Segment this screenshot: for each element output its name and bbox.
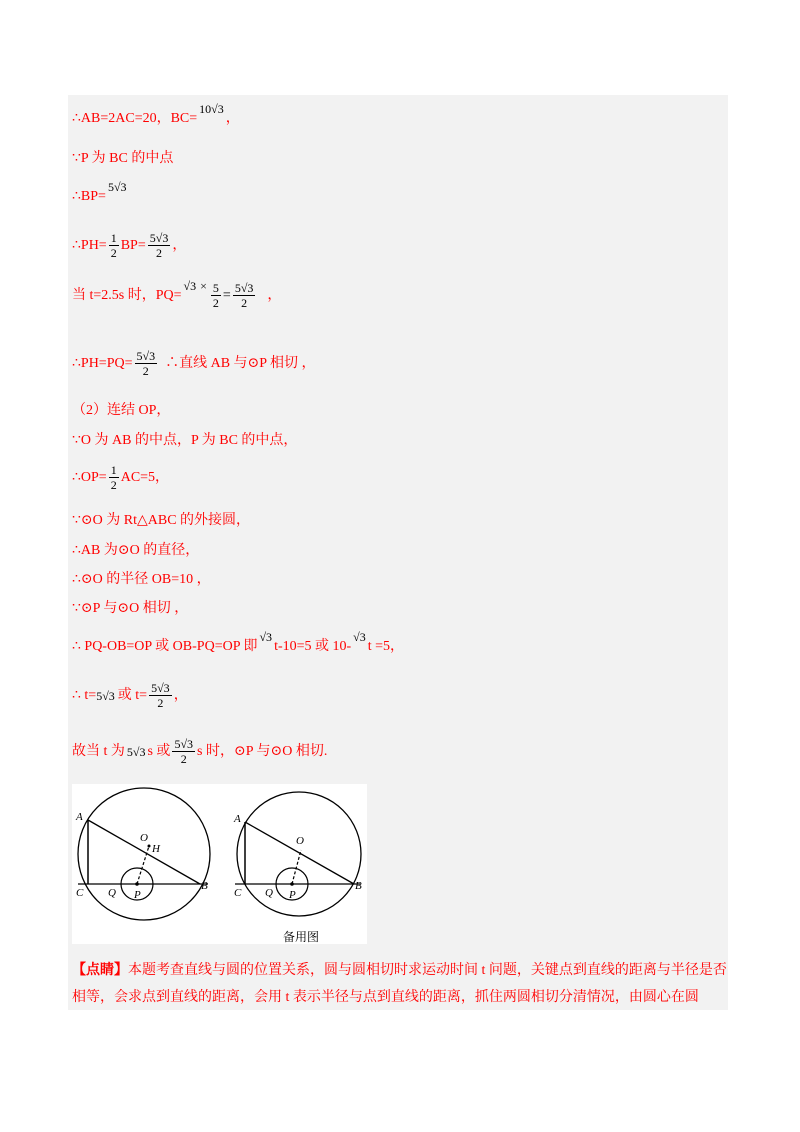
geometry-figure (72, 784, 367, 944)
fraction (211, 282, 221, 309)
text: 故当 t 为 (72, 743, 125, 759)
solution-line-11: ∴AB 为⊙O 的直径， (72, 543, 200, 558)
denominator: 2 (156, 246, 163, 260)
fraction (233, 282, 256, 309)
text: ， (173, 687, 188, 703)
denominator: 2 (142, 364, 149, 378)
denominator: 2 (157, 696, 164, 710)
label-C: C (234, 887, 242, 899)
radical-value: √3 (259, 630, 273, 644)
solution-line-9 (72, 464, 169, 491)
denominator: 2 (110, 478, 117, 492)
circle-diagrams (72, 784, 367, 944)
text: ∴BP= (72, 189, 106, 204)
text: ∴ PQ-OB=OP 或 OB-PQ=OP 即 (72, 639, 258, 654)
solution-line-2: ∵P 为 BC 的中点 (72, 151, 174, 166)
numerator: 5√3 (149, 231, 169, 245)
solution-line-6 (72, 350, 316, 377)
text: s 时，⊙P 与⊙O 相切. (197, 743, 328, 759)
right-diagram (233, 792, 362, 916)
solution-line-4 (72, 232, 186, 259)
left-diagram (75, 788, 210, 920)
fraction (149, 682, 172, 709)
label-H: H (152, 843, 160, 855)
fraction (135, 350, 158, 377)
fraction (148, 232, 171, 259)
fraction (109, 464, 119, 491)
label-A: A (234, 813, 241, 825)
solution-line-12: ∴⊙O 的半径 OB=10 ， (72, 572, 211, 587)
radical-value: 5√3 (107, 180, 127, 194)
label-A: A (76, 811, 83, 823)
text: ∴PH=PQ= (72, 355, 133, 371)
label-P: P (289, 889, 296, 901)
solution-line-8: ∵O 为 AB 的中点，P 为 BC 的中点， (72, 433, 298, 448)
solution-line-7: （2）连结 OP， (72, 403, 171, 418)
radical-value: 10√3 (199, 102, 224, 116)
label-Q: Q (108, 887, 116, 899)
numerator: 5√3 (136, 349, 156, 363)
text: 当 t=2.5s 时，PQ= (72, 287, 182, 303)
label-Q: Q (265, 887, 273, 899)
numerator: 5√3 (174, 737, 194, 751)
label-O: O (140, 832, 148, 844)
denominator: 2 (180, 752, 187, 766)
solution-line-10: ∵⊙O 为 Rt△ABC 的外接圆， (72, 513, 251, 528)
radical-value: 5√3 (96, 688, 115, 703)
operator: = (222, 287, 231, 303)
key-point-note (72, 958, 732, 1011)
label-P: P (134, 889, 141, 901)
text: ， (172, 237, 187, 253)
label-O: O (296, 835, 304, 847)
note-tag: 【点睛】 (72, 963, 128, 978)
numerator: 5 (212, 281, 219, 295)
text: ∴OP= (72, 469, 107, 485)
denominator: 2 (110, 246, 117, 260)
text: ∴PH= (72, 237, 107, 253)
text: ∴直线 AB 与⊙P 相切 ， (165, 355, 316, 371)
numerator: 5√3 (151, 681, 170, 695)
text: 或 t= (117, 687, 148, 703)
operator: × (200, 278, 207, 293)
figure-caption: 备用图 (283, 930, 320, 944)
text: ∴ t= (72, 687, 97, 703)
text: BP= (120, 237, 146, 253)
solution-line-5 (72, 278, 282, 310)
numerator: 1 (110, 231, 117, 245)
solution-line-13: ∵⊙P 与⊙O 相切 ， (72, 601, 189, 616)
fraction (172, 738, 195, 765)
radical-value: 5√3 (126, 744, 146, 759)
numerator: 5√3 (234, 281, 254, 295)
radical-value: √3 (353, 630, 366, 644)
denominator: 2 (212, 296, 219, 310)
text: ∴AB=2AC=20，BC= (72, 111, 198, 126)
solution-line-3 (72, 180, 129, 204)
solution-line-14 (72, 630, 405, 654)
text: ， (225, 111, 240, 126)
text: ， (267, 287, 282, 303)
denominator: 2 (241, 296, 248, 310)
text: AC=5， (120, 469, 170, 485)
solution-line-16 (72, 738, 327, 765)
numerator: 1 (110, 463, 117, 477)
label-B: B (355, 880, 362, 892)
note-text: 本题考查直线与圆的位置关系，圆与圆相切时求运动时间 t 问题，关键点到直线的距离与半径是否相等，会求点到直线的距离，会用 t 表示半径与点到直线的距离，抓住两圆相切分清情况，由圆心在圆 (72, 963, 727, 1005)
text: t =5， (367, 639, 405, 654)
label-C: C (76, 887, 84, 899)
radical-value: √3 (183, 278, 197, 293)
text: s 或 (147, 743, 171, 759)
fraction (109, 232, 119, 259)
text: t-10=5 或 10- (274, 639, 352, 654)
label-B: B (201, 880, 208, 892)
solution-line-15 (72, 682, 188, 709)
solution-line-1 (72, 102, 240, 126)
